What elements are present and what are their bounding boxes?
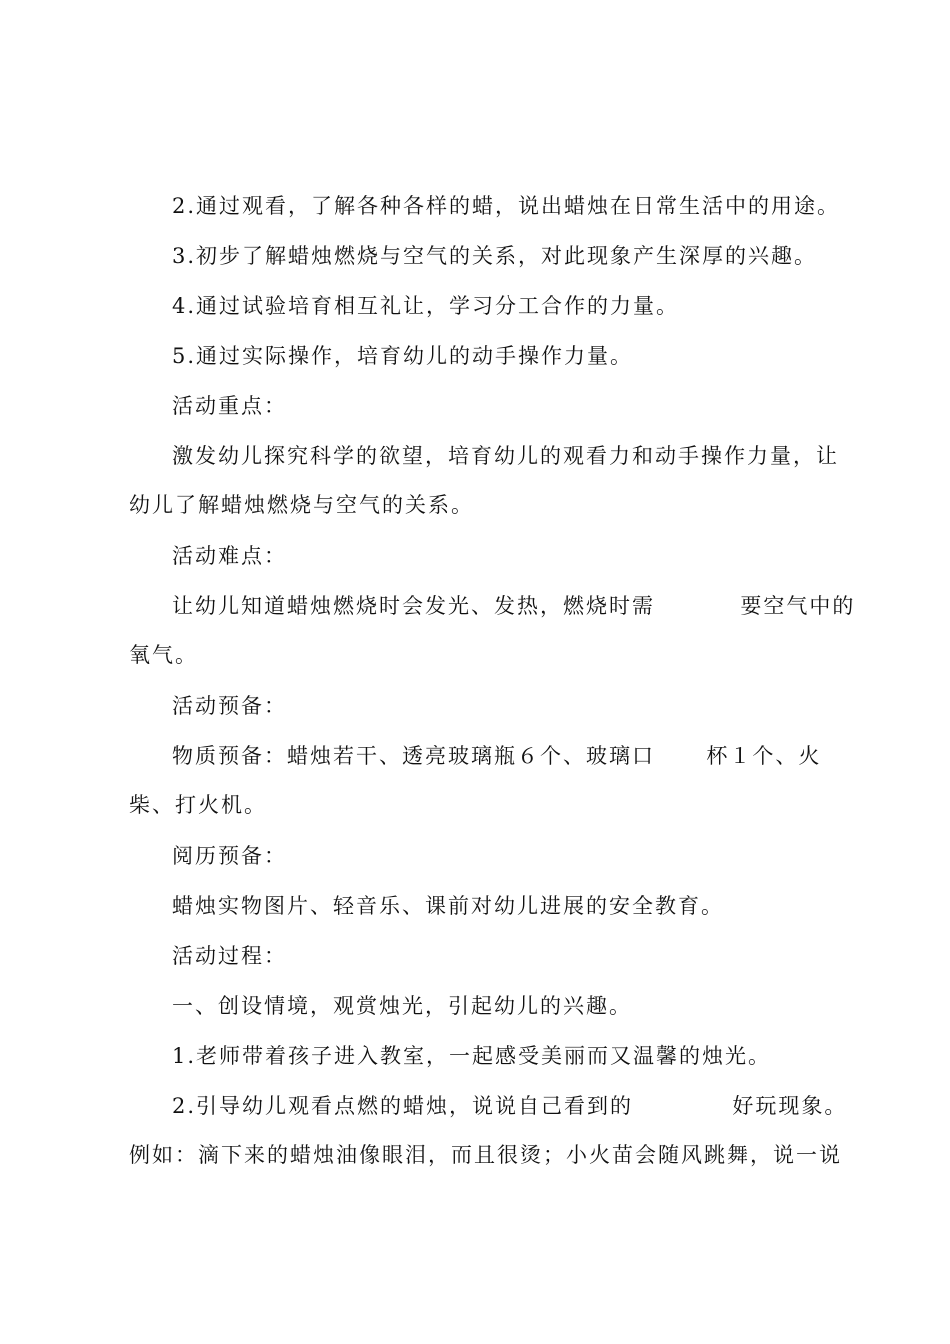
process-step-2-line-1 <box>0 1091 950 1121</box>
goal-5 <box>0 341 950 371</box>
difficult-points-line-1-a: 让幼儿知道蜡烛燃烧时会发光、发热，燃烧时需 <box>172 594 655 618</box>
heading-preparation <box>0 691 950 721</box>
process-step-2-line-2 <box>0 1140 950 1170</box>
process-section-1-text: 一、创设情境，观赏烛光，引起幼儿的兴趣。 <box>172 994 632 1018</box>
difficult-points-line-1 <box>0 591 950 621</box>
key-points-line-1-text: 激发幼儿探究科学的欲望，培育幼儿的观看力和动手操作力量，让 <box>172 444 839 468</box>
key-points-line-2-text: 幼儿了解蜡烛燃烧与空气的关系。 <box>129 493 474 517</box>
goal-4 <box>0 291 950 321</box>
process-step-1 <box>0 1041 950 1071</box>
process-step-2-line-1-b: 好玩现象。 <box>732 1094 848 1118</box>
difficult-points-line-1-b: 要空气中的 <box>740 594 856 618</box>
heading-process <box>0 941 950 971</box>
process-step-1-text: 1.老师带着孩子进入教室，一起感受美丽而又温馨的烛光。 <box>172 1044 772 1068</box>
goal-3-text: 3.初步了解蜡烛燃烧与空气的关系，对此现象产生深厚的兴趣。 <box>172 244 818 268</box>
process-step-2-line-1-a: 2.引导幼儿观看点燃的蜡烛，说说自己看到的 <box>172 1094 634 1118</box>
key-points-line-2 <box>0 490 950 520</box>
goal-3 <box>0 241 950 271</box>
difficult-points-line-2 <box>0 640 950 670</box>
material-preparation-line-1-b: 杯１个、火 <box>706 744 822 768</box>
experience-preparation-text: 蜡烛实物图片、轻音乐、课前对幼儿进展的安全教育。 <box>172 894 724 918</box>
difficult-points-line-2-text: 氧气。 <box>129 643 198 667</box>
heading-key-points-text: 活动重点： <box>172 394 287 418</box>
heading-experience-preparation <box>0 841 950 871</box>
heading-experience-preparation-text: 阅历预备： <box>172 844 287 868</box>
material-preparation-line-2-text: 柴、打火机。 <box>129 793 267 817</box>
process-section-1 <box>0 991 950 1021</box>
goal-2 <box>0 191 950 221</box>
heading-key-points <box>0 391 950 421</box>
goal-2-text: 2.通过观看，了解各种各样的蜡，说出蜡烛在日常生活中的用途。 <box>172 194 841 218</box>
heading-difficult-points-text: 活动难点： <box>172 544 287 568</box>
material-preparation-line-2 <box>0 790 950 820</box>
heading-difficult-points <box>0 541 950 571</box>
experience-preparation-line <box>0 891 950 921</box>
process-step-2-line-2-text: 例如：滴下来的蜡烛油像眼泪，而且很烫；小火苗会随风跳舞，说一说 <box>129 1143 842 1167</box>
key-points-line-1 <box>0 441 950 471</box>
material-preparation-line-1 <box>0 741 950 771</box>
goal-4-text: 4.通过试验培育相互礼让，学习分工合作的力量。 <box>172 294 680 318</box>
heading-process-text: 活动过程： <box>172 944 287 968</box>
goal-5-text: 5.通过实际操作，培育幼儿的动手操作力量。 <box>172 344 634 368</box>
heading-preparation-text: 活动预备： <box>172 694 287 718</box>
material-preparation-line-1-a: 物质预备：蜡烛若干、透亮玻璃瓶６个、玻璃口 <box>172 744 655 768</box>
